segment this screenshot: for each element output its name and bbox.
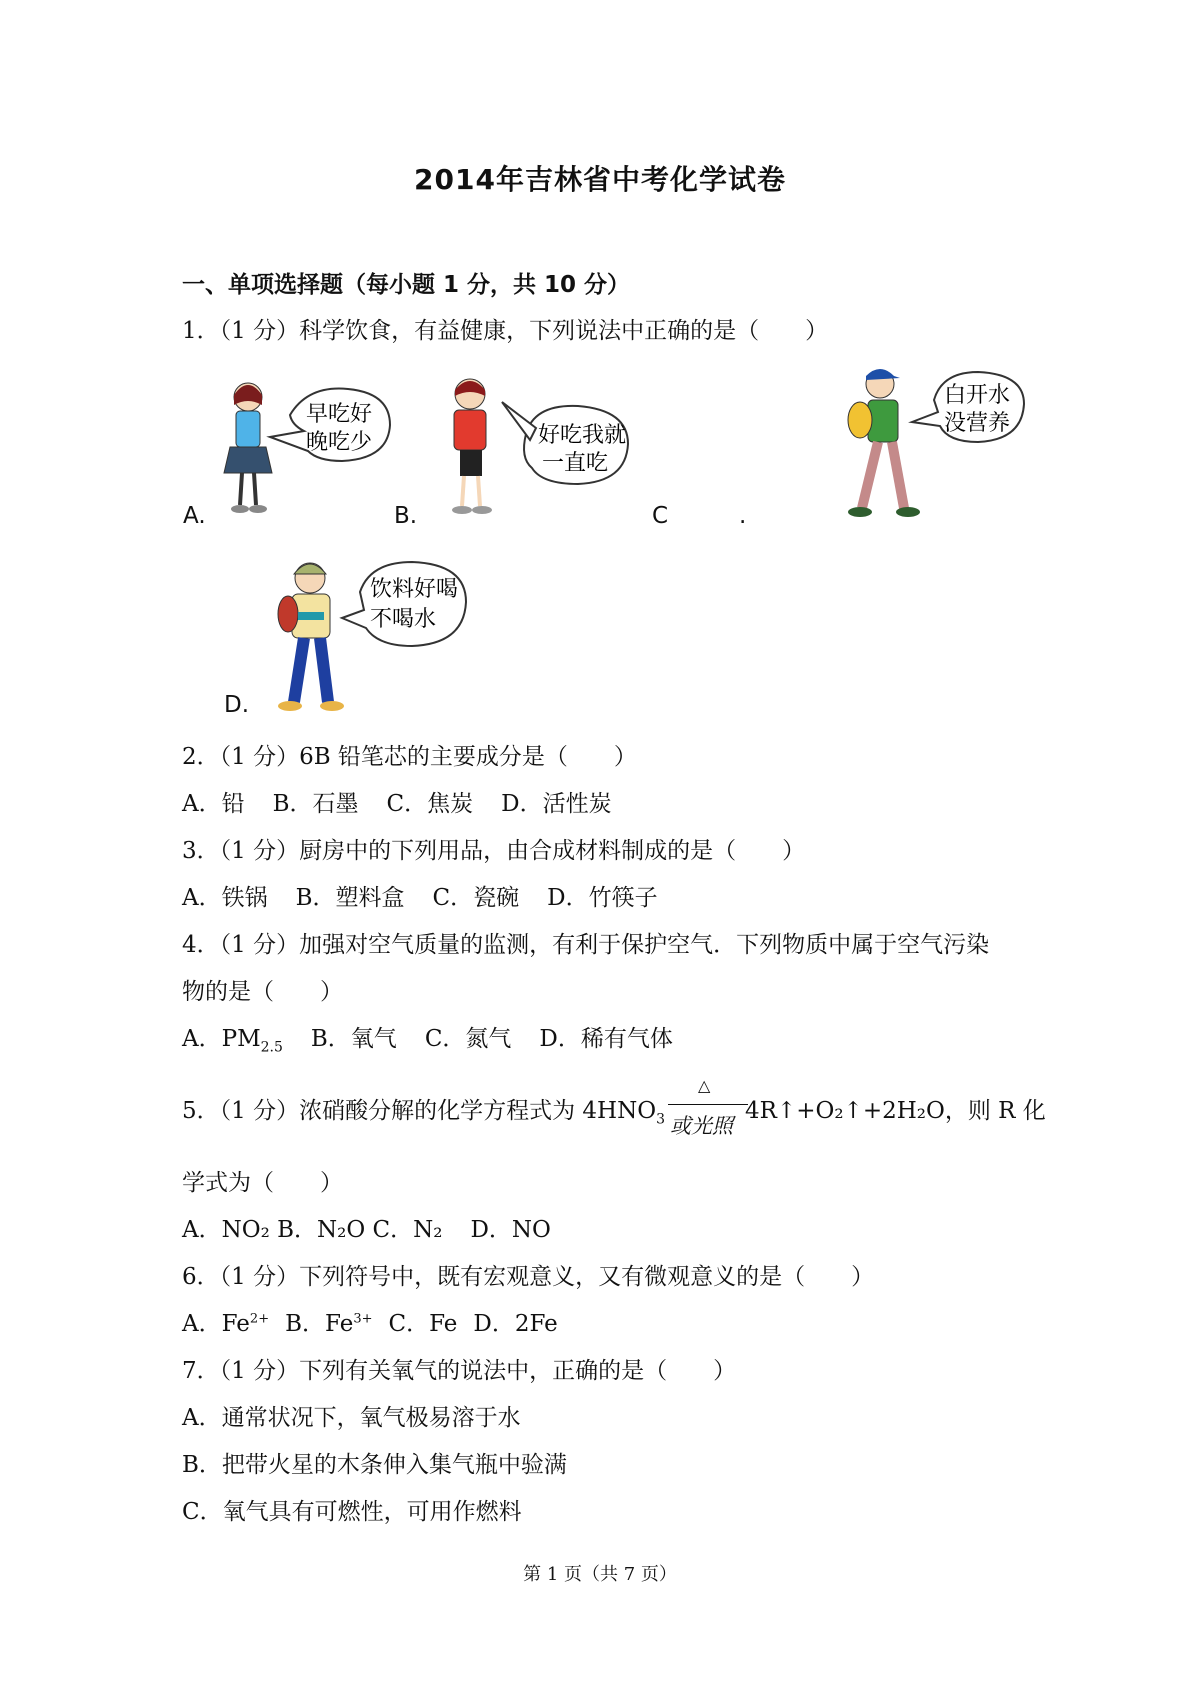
q5-condition-bottom: 或光照	[670, 1114, 733, 1138]
q2-option-d: D．活性炭	[501, 791, 612, 817]
q2-options	[182, 785, 640, 818]
q6-option-b: B．$Fe^{3+}$	[285, 1311, 373, 1337]
q6-options	[182, 1305, 586, 1338]
q1-bubble-d-line2: 不喝水	[370, 607, 437, 632]
q5-reaction-arrow	[668, 1104, 748, 1105]
q5-products: 4R↑+O₂↑+2H₂O，则 R 化	[744, 1098, 1046, 1124]
q1-option-a-label: A.	[183, 503, 206, 529]
q1-bubble-c-line2: 没营养	[944, 411, 1011, 436]
q1-bubble-a-line2: 晚吃少	[306, 430, 373, 455]
q3-options	[182, 879, 686, 912]
q1-bubble-b-line2: 一直吃	[542, 451, 609, 476]
q4-option-c: C．氮气	[424, 1026, 512, 1052]
q2-option-a: A．铅	[182, 791, 245, 817]
q4-option-b: B．氧气	[310, 1026, 397, 1052]
q5-options-abc: A．NO₂ B．N₂O C．N₂	[182, 1217, 443, 1243]
q2-option-b: B．石墨	[272, 791, 359, 817]
q5-stem-line1: 5．（1 分）浓硝酸分解的化学方程式为 $4HNO_3$ 4R↑+O₂↑+2H₂O，则 R 化	[182, 1098, 1046, 1128]
q2-option-c: C．焦炭	[386, 791, 474, 817]
q1-figure-a-girl-illustration	[218, 375, 398, 525]
page-footer: 第 1 页（共 7 页）	[523, 1564, 677, 1585]
q3-option-c: C．瓷碗	[432, 885, 520, 911]
q6-stem: 6．（1 分）下列符号中，既有宏观意义，又有微观意义的是（ ）	[182, 1264, 875, 1290]
q1-stem: 1．（1 分）科学饮食，有益健康，下列说法中正确的是（ ）	[182, 318, 829, 344]
q7-option-c: C．氧气具有可燃性，可用作燃料	[182, 1499, 522, 1525]
q4-stem-line1: 4．（1 分）加强对空气质量的监测，有利于保护空气．下列物质中属于空气污染	[182, 932, 990, 958]
q3-option-a: A．铁锅	[182, 885, 268, 911]
q4-stem-line2: 物的是（ ）	[182, 979, 343, 1005]
q5-stem-line2: 学式为（ ）	[182, 1170, 343, 1196]
q3-stem: 3．（1 分）厨房中的下列用品，由合成材料制成的是（ ）	[182, 838, 806, 864]
q1-bubble-d-line1: 饮料好喝	[370, 577, 459, 602]
q4-option-d: D．稀有气体	[539, 1026, 673, 1052]
q1-option-b-label: B.	[394, 503, 418, 529]
q1-option-c-dot: .	[739, 503, 747, 529]
q1-bubble-a-line1: 早吃好	[306, 402, 373, 427]
q3-option-d: D．竹筷子	[547, 885, 658, 911]
q7-option-b: B．把带火星的木条伸入集气瓶中验满	[182, 1452, 567, 1478]
q4-options	[182, 1020, 701, 1056]
q5-condition-top: △	[698, 1076, 711, 1095]
q2-stem: 2．（1 分）6B 铅笔芯的主要成分是（ ）	[182, 744, 637, 770]
exam-title: 2014年吉林省中考化学试卷	[414, 163, 786, 196]
q6-option-d: D．2Fe	[473, 1311, 558, 1337]
q1-bubble-c-line1: 白开水	[944, 383, 1011, 408]
q1-figure-d-boy-illustration	[262, 552, 472, 722]
q1-figure-c-hiker-illustration	[838, 360, 1038, 520]
q7-option-a: A．通常状况下，氧气极易溶于水	[182, 1405, 521, 1431]
section-heading: 一、单项选择题（每小题 1 分，共 10 分）	[182, 272, 631, 298]
q1-option-d-label: D.	[224, 692, 250, 718]
q6-option-a: A．$Fe^{2+}$	[182, 1311, 270, 1337]
q4-option-a: A．$PM_{2.5}$	[182, 1026, 283, 1056]
q5-option-d: D．NO	[470, 1217, 551, 1243]
q1-bubble-b-line1: 好吃我就	[538, 423, 627, 448]
q6-option-c: C．Fe	[388, 1311, 458, 1337]
q1-figure-b-boy-illustration	[438, 372, 638, 522]
q1-option-c-label: C	[652, 503, 669, 529]
q3-option-b: B．塑料盒	[295, 885, 405, 911]
q5-options	[182, 1211, 579, 1244]
q7-stem: 7．（1 分）下列有关氧气的说法中，正确的是（ ）	[182, 1358, 737, 1384]
